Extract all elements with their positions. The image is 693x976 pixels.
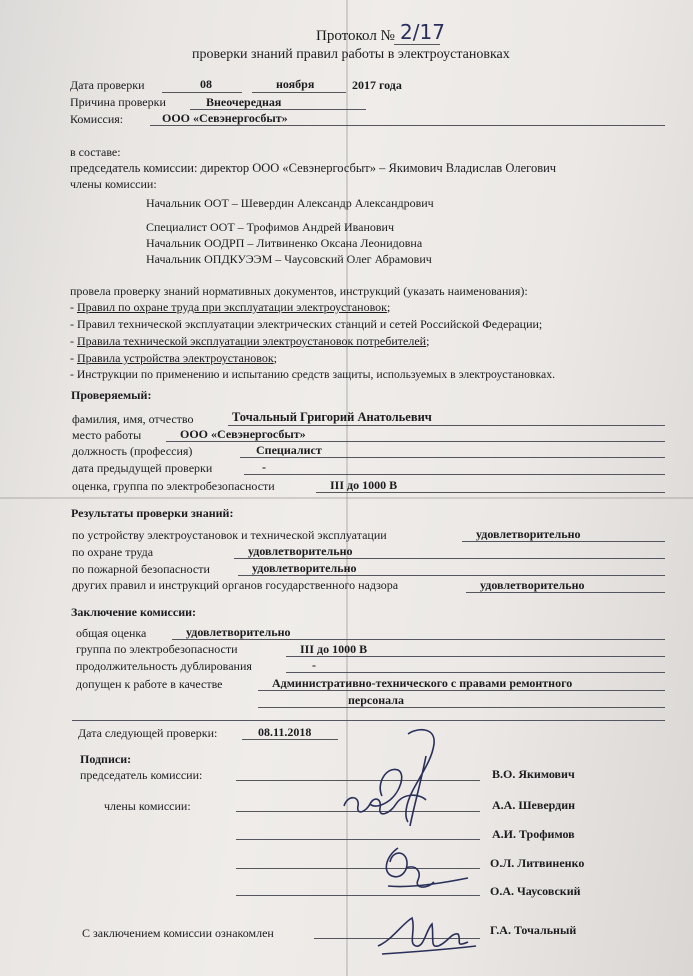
member-3: Начальник ООДРП – Литвиненко Оксана Леонидовна (146, 236, 423, 250)
overall-grade-value: удовлетворительно (186, 625, 291, 639)
paper-fold-horizontal (0, 497, 693, 499)
examinee-name-label: фамилия, имя, отчество (72, 412, 194, 426)
examinee-prev-line (244, 474, 665, 475)
result-row-3-line (238, 575, 665, 576)
chairman-line: председатель комиссии: директор ООО «Севэнергосбыт» – Якимович Владислав Олегович (70, 161, 557, 175)
protocol-title (316, 28, 395, 45)
examinee-name-value: Точальный Григорий Анатольевич (232, 410, 432, 424)
duration-label: продолжительность дублирования (76, 659, 252, 673)
safety-group-label: группа по электробезопасности (76, 642, 238, 656)
members-sign-label: члены комиссии: (104, 799, 191, 813)
results-heading: Результаты проверки знаний: (71, 506, 234, 520)
overall-grade-label: общая оценка (76, 626, 147, 640)
protocol-number: 2/17 (400, 20, 445, 44)
ack-label: С заключением комиссии ознакомлен (82, 926, 274, 940)
sign-name-5: О.А. Чаусовский (490, 884, 581, 898)
result-row-4-value: удовлетворительно (480, 578, 585, 592)
result-row-1-label: по устройству электроустановок и технической эксплуатации (72, 528, 387, 542)
document-item-5-text: Инструкции по применению и испытанию средств защиты, используемых в электроустановках. (76, 368, 555, 381)
member-1: Начальник ООТ – Шевердин Александр Александрович (146, 196, 434, 210)
signature-member-drawing (368, 838, 478, 898)
result-row-1-value: удовлетворительно (476, 527, 581, 541)
result-row-1-line (462, 541, 665, 542)
admit-value-line2: персонала (348, 693, 404, 707)
document-item-5: - Инструкции по применению и испытанию средств защиты, используемых в электроустановках. (70, 368, 555, 381)
check-date-year: 2017 года (352, 78, 402, 92)
ack-name: Г.А. Точальный (490, 923, 577, 937)
check-reason-label: Причина проверки (70, 95, 166, 109)
duration-line (286, 672, 665, 673)
result-row-4-line (466, 592, 665, 593)
examinee-work-label: место работы (72, 428, 142, 442)
admit-value-line1: Административно-технического с правами ремонтного (272, 676, 573, 690)
examinee-prev-value: - (262, 460, 266, 474)
examinee-prev-label: дата предыдущей проверки (72, 461, 213, 475)
next-check-line (242, 739, 338, 740)
duration-value: - (312, 658, 316, 672)
protocol-subtitle: проверки знаний правил работы в электроустановках (192, 47, 510, 62)
sign-name-2: А.А. Шевердин (492, 798, 576, 812)
examinee-work-line (166, 441, 665, 442)
examinee-position-label: должность (профессия) (72, 444, 193, 458)
member-4: Начальник ОПДКУЭЭМ – Чаусовский Олег Абрамович (146, 252, 432, 266)
document-item-4-text: Правила устройства электроустановок (77, 351, 274, 365)
safety-group-value: III до 1000 В (300, 642, 368, 656)
commission-label: Комиссия: (70, 112, 124, 126)
result-row-2-label: по охране труда (72, 545, 154, 559)
examinee-heading: Проверяемый: (71, 388, 152, 402)
member-2: Специалист ООТ – Трофимов Андрей Иванович (146, 220, 394, 234)
document-item-3-text: Правила технической эксплуатации электроустановок потребителей (77, 334, 427, 348)
safety-group-line (286, 656, 665, 657)
examinee-grade-label: оценка, группа по электробезопасности (72, 479, 275, 493)
composition-intro: в составе: (70, 145, 121, 159)
document-item-3: - Правила технической эксплуатации электроустановок потребителей; (70, 334, 430, 348)
check-date-month: ноября (276, 77, 315, 91)
result-row-4-label: других правил и инструкций органов государственного надзора (72, 578, 399, 592)
date-day-line (162, 92, 242, 93)
conclusion-heading: Заключение комиссии: (71, 605, 197, 619)
overall-grade-line (172, 639, 665, 640)
check-date-day: 08 (200, 77, 212, 91)
document-item-1-text: Правил по охране труда при эксплуатации электроустановок (77, 300, 388, 314)
reason-line (190, 109, 366, 110)
admit-line-1 (258, 690, 665, 691)
document-item-4: - Правила устройства электроустановок; (70, 351, 278, 365)
examinee-name-line (228, 425, 665, 426)
examinee-position-value: Специалист (256, 443, 322, 457)
document-item-2-text: Правил технической эксплуатации электрических станций и сетей Российской Федерации; (77, 317, 543, 331)
protocol-number-line (394, 44, 440, 45)
admit-line-3 (72, 720, 665, 721)
members-label: члены комиссии: (70, 177, 157, 191)
signatures-heading: Подписи: (80, 752, 132, 766)
admit-line-2 (258, 707, 665, 708)
result-row-3-value: удовлетворительно (252, 561, 357, 575)
check-reason-value: Внеочередная (206, 95, 282, 109)
document-item-1-suffix: ; (387, 300, 391, 314)
result-row-3-label: по пожарной безопасности (72, 562, 210, 576)
sign-name-4: О.Л. Литвиненко (490, 856, 585, 870)
examinee-grade-value: III до 1000 В (330, 478, 398, 492)
commission-value: ООО «Севэнергосбыт» (162, 111, 288, 125)
commission-line (150, 125, 665, 126)
examinee-position-line (240, 457, 665, 458)
document-item-1: - Правил по охране труда при эксплуатации электроустановок; (70, 300, 391, 314)
documents-intro: провела проверку знаний нормативных документов, инструкций (указать наименования): (70, 284, 528, 298)
protocol-title-prefix: Протокол № (316, 28, 395, 44)
document-item-4-suffix: ; (273, 351, 278, 365)
next-check-label: Дата следующей проверки: (78, 726, 218, 740)
date-month-line (252, 92, 346, 93)
document-item-2: - Правил технической эксплуатации электрических станций и сетей Российской Федерации; (70, 317, 543, 331)
signature-ack-drawing (372, 910, 482, 960)
next-check-value: 08.11.2018 (258, 725, 312, 739)
result-row-2-line (234, 558, 665, 559)
signature-chairman-drawing (330, 726, 460, 846)
sign-name-1: В.О. Якимович (492, 767, 575, 781)
examinee-grade-line (316, 492, 665, 493)
sign-name-3: А.И. Трофимов (492, 827, 575, 841)
result-row-2-value: удовлетворительно (248, 544, 353, 558)
examinee-work-value: ООО «Севэнергосбыт» (180, 427, 306, 441)
chairman-sign-label: председатель комиссии: (80, 768, 203, 782)
document-item-3-suffix: ; (426, 334, 430, 348)
admit-label: допущен к работе в качестве (76, 677, 223, 691)
check-date-label: Дата проверки (70, 78, 145, 92)
